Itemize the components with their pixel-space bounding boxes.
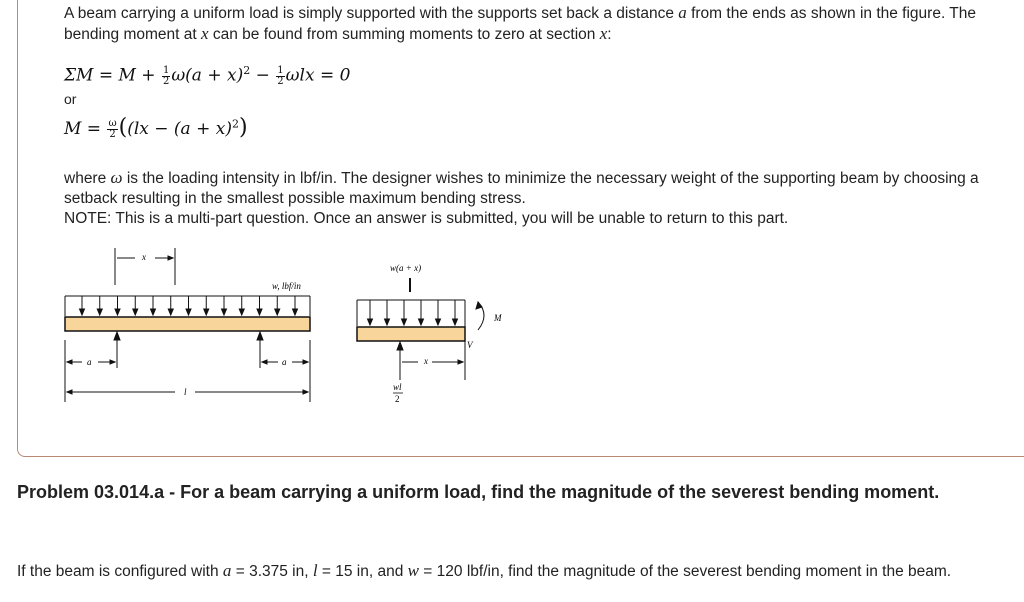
label-reaction-num: wl bbox=[393, 382, 402, 392]
load-arrowhead bbox=[222, 309, 227, 315]
question-text: If the beam is configured with a = 3.375 in, l = 15 in, and w = 120 lbf/in, find the magnitude of the severest bending moment in the beam. bbox=[17, 561, 952, 580]
label-a-left: a bbox=[87, 357, 92, 367]
a-dimensions bbox=[65, 340, 310, 402]
description-paragraph: where ω is the loading intensity in lbf/in. The designer wishes to minimize the necessary weight of the supporting beam by choosing a setback resulting in the smallest possible maximum bending stress. NOTE: This is a multi-part question. Once an answer is submitted, you will be unable to return to this part. bbox=[64, 168, 979, 227]
load-arrowhead bbox=[293, 309, 298, 315]
section-beam bbox=[357, 327, 465, 341]
note-text: NOTE: This is a multi-part question. Once an answer is submitted, you will be unable to return to this part. bbox=[64, 210, 789, 227]
load-arrowhead bbox=[368, 319, 373, 325]
load-arrowhead bbox=[402, 319, 407, 325]
main-beam bbox=[65, 317, 310, 331]
load-arrowhead bbox=[453, 319, 458, 325]
label-x-section: x bbox=[424, 356, 428, 366]
load-arrowhead bbox=[275, 309, 280, 315]
load-arrowhead bbox=[204, 309, 209, 315]
or-label: or bbox=[64, 91, 77, 107]
beam-figure bbox=[60, 240, 520, 410]
load-arrowhead bbox=[115, 309, 120, 315]
label-moment: M bbox=[494, 313, 502, 323]
load-arrowhead bbox=[97, 309, 102, 315]
load-arrowhead bbox=[436, 319, 441, 325]
label-load: w, lbf/in bbox=[272, 281, 301, 291]
load-arrowhead bbox=[257, 309, 262, 315]
load-arrowhead bbox=[80, 309, 85, 315]
label-l: l bbox=[184, 387, 187, 397]
equation-moment: M = $\frac{\omega}{2}$ ($(lx - (a + x)^2)$ bbox=[64, 115, 248, 140]
label-x-top: x bbox=[142, 252, 146, 262]
load-arrowhead bbox=[186, 309, 191, 315]
load-arrowhead bbox=[419, 319, 424, 325]
label-a-right: a bbox=[282, 357, 287, 367]
load-arrowhead bbox=[168, 309, 173, 315]
label-shear: V bbox=[467, 340, 473, 350]
load-arrowhead bbox=[385, 319, 390, 325]
distributed-load-arrows bbox=[65, 296, 310, 316]
load-arrowhead bbox=[151, 309, 156, 315]
supports bbox=[114, 332, 263, 368]
equation-sum-moments: ΣM = M + $\frac{1}{2}$ $\omega(a + x)^2$ − $\frac{1}{2}$ ωlx = 0 bbox=[64, 64, 351, 87]
label-resultant: w(a + x) bbox=[390, 263, 422, 273]
load-arrowhead bbox=[239, 309, 244, 315]
problem-title: Problem 03.014.a - For a beam carrying a uniform load, find the magnitude of the severest bending moment. bbox=[17, 482, 940, 502]
intro-paragraph: A beam carrying a uniform load is simply supported with the supports set back a distance a from the ends as shown in the figure. The bending moment at x can be found from summing moments to zero at section x: bbox=[64, 3, 976, 43]
load-arrowhead bbox=[133, 309, 138, 315]
label-reaction-den: 2 bbox=[395, 394, 400, 404]
